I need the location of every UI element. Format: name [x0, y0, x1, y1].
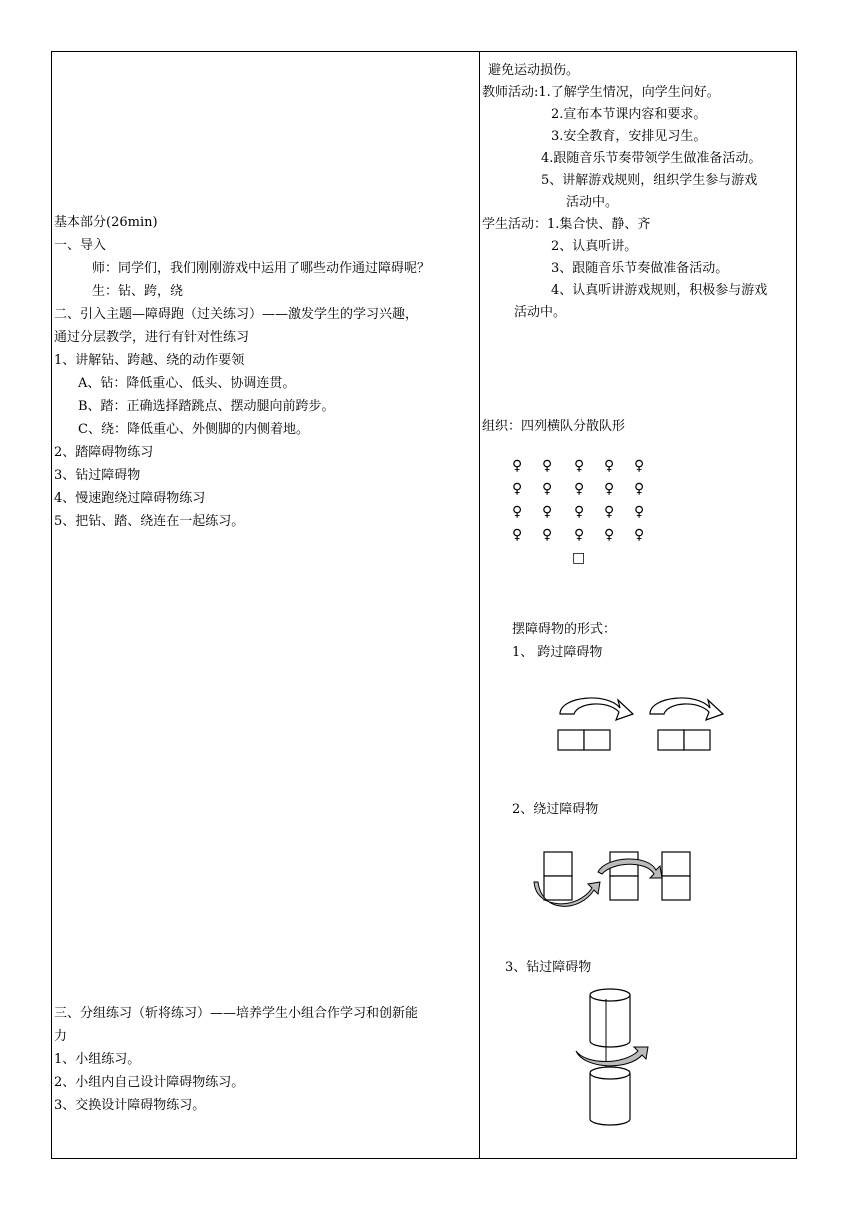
student-symbol-icon: ♀ — [574, 481, 585, 497]
right-line: 避免运动损伤。 — [488, 63, 580, 78]
column-divider — [479, 51, 480, 1159]
student-symbol-icon: ♀ — [634, 527, 645, 543]
list-item: B、踏：正确选择踏跳点、摆动腿向前跨步。 — [78, 399, 335, 414]
right-line: 3.安全教育，安排见习生。 — [551, 129, 707, 144]
step-3-label: 3、钻过障碍物 — [505, 960, 592, 975]
student-symbol-icon: ♀ — [512, 458, 523, 474]
student-symbol-icon: ♀ — [574, 504, 585, 520]
student-symbol-icon: ♀ — [512, 481, 523, 497]
formation-label: 组织：四列横队分散队形 — [482, 419, 626, 434]
group-item: 3、交换设计障碍物练习。 — [54, 1098, 206, 1113]
student-symbol-icon: ♀ — [634, 481, 645, 497]
student-symbol-icon: ♀ — [542, 527, 553, 543]
list-item: 4、慢速跑绕过障碍物练习 — [54, 491, 206, 506]
student-symbol-icon: ♀ — [604, 458, 615, 474]
obstacle-box — [662, 852, 690, 876]
right-line: 4、认真听讲游戏规则，积极参与游戏 — [551, 283, 768, 298]
group-item: 1、小组练习。 — [54, 1052, 141, 1067]
group-item: 2、小组内自己设计障碍物练习。 — [54, 1075, 245, 1090]
right-line: 教师活动:1.了解学生情况，向学生问好。 — [482, 85, 720, 100]
intro-teacher: 师：同学们，我们刚刚游戏中运用了哪些动作通过障碍呢？ — [92, 261, 431, 276]
intro-heading: 一、导入 — [54, 238, 107, 253]
step-2-label: 2、绕过障碍物 — [512, 802, 599, 817]
group-line1: 三、分组练习（斩将练习）——培养学生小组合作学习和创新能 — [54, 1006, 419, 1021]
step-1-label: 1、 跨过障碍物 — [512, 645, 603, 660]
right-line: 学生活动：1.集合快、静、齐 — [482, 217, 651, 232]
obstacle-box — [658, 730, 684, 750]
obstacle-box — [584, 730, 610, 750]
right-line: 4.跟随音乐节奏带领学生做准备活动。 — [541, 151, 762, 166]
student-symbol-icon: ♀ — [604, 527, 615, 543]
student-symbol-icon: ♀ — [574, 458, 585, 474]
obstacle-box — [544, 852, 572, 876]
list-item: 1、讲解钻、跨越、绕的动作要领 — [54, 353, 245, 368]
lesson-table — [51, 51, 797, 1159]
intro-student: 生：钻、跨，绕 — [92, 284, 184, 299]
step-over-arrow-icon — [650, 698, 723, 720]
student-symbol-icon: ♀ — [542, 504, 553, 520]
obstacle-box — [544, 876, 572, 900]
student-symbol-icon: ♀ — [604, 481, 615, 497]
student-symbol-icon: ♀ — [634, 504, 645, 520]
student-symbol-icon: ♀ — [634, 458, 645, 474]
step-over-arrow-icon — [560, 698, 633, 720]
obstacle-box — [662, 876, 690, 900]
list-item: 2、踏障碍物练习 — [54, 445, 154, 460]
topic-line2: 通过分层教学，进行有针对性练习 — [54, 330, 250, 345]
right-line: 活动中。 — [566, 195, 619, 210]
teacher-symbol-icon: □ — [572, 550, 586, 566]
obstacle-title: 摆障碍物的形式： — [512, 622, 617, 637]
right-line: 活动中。 — [514, 305, 567, 320]
student-symbol-icon: ♀ — [574, 527, 585, 543]
topic-line1: 二、引入主题—障碍跑（过关练习）——激发学生的学习兴趣， — [54, 307, 419, 322]
step-over-diagram — [548, 690, 738, 755]
right-line: 2.宣布本节课内容和要求。 — [551, 107, 707, 122]
lower-cylinder — [590, 1067, 630, 1125]
list-item: A、钻：降低重心、低头、协调连贯。 — [78, 376, 296, 391]
obstacle-box — [558, 730, 584, 750]
obstacle-box — [610, 876, 638, 900]
group-line2: 力 — [54, 1029, 68, 1044]
student-symbol-icon: ♀ — [542, 481, 553, 497]
student-symbol-icon: ♀ — [604, 504, 615, 520]
crawl-through-diagram — [568, 985, 668, 1130]
right-line: 2、认真听讲。 — [551, 239, 638, 254]
list-item: 5、把钻、踏、绕连在一起练习。 — [54, 514, 245, 529]
student-symbol-icon: ♀ — [512, 527, 523, 543]
list-item: C、绕：降低重心、外侧脚的内侧着地。 — [78, 422, 309, 437]
obstacle-box — [684, 730, 710, 750]
student-symbol-icon: ♀ — [512, 504, 523, 520]
section-title: 基本部分(26min) — [54, 215, 158, 230]
right-line: 3、跟随音乐节奏做准备活动。 — [551, 261, 729, 276]
curve-arrow-icon — [576, 1047, 648, 1066]
list-item: 3、钻过障碍物 — [54, 468, 141, 483]
go-around-diagram — [528, 848, 698, 918]
student-symbol-icon: ♀ — [542, 458, 553, 474]
right-line: 5、讲解游戏规则，组织学生参与游戏 — [541, 173, 758, 188]
